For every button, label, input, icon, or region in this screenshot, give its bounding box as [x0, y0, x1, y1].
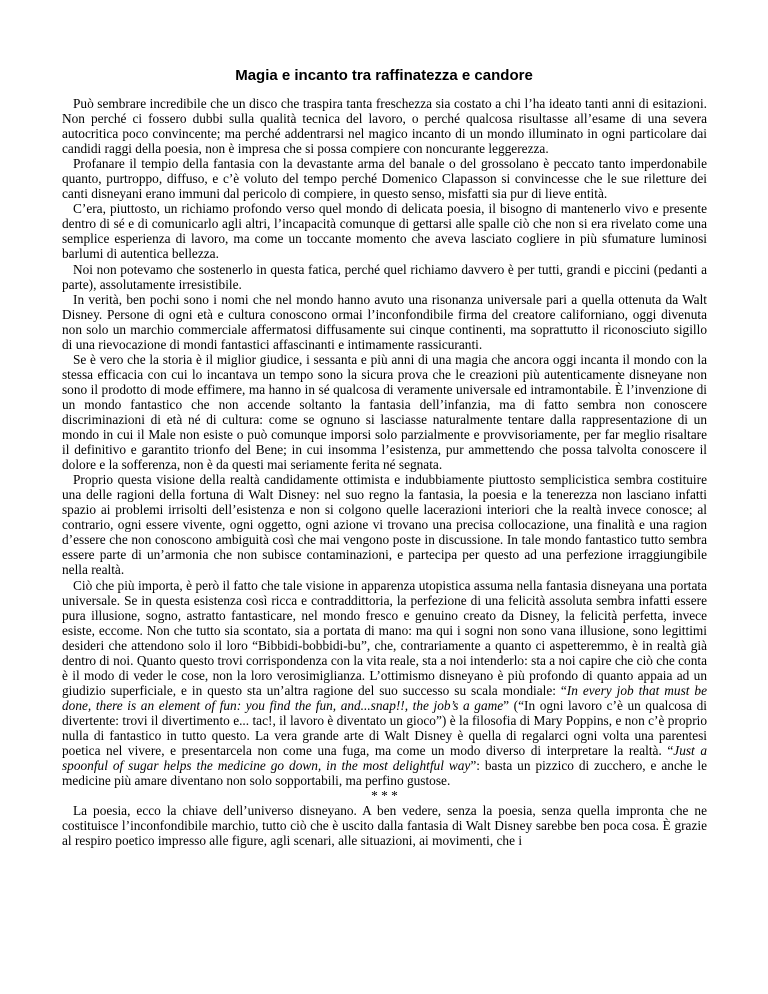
paragraph: C’era, piuttosto, un richiamo profondo verso quel mondo di delicata poesia, il bisogno di mantenerlo vivo e presente dentro di sé e di comunicarlo agli altri, l’incapacità comunque di gettarsi alle spalle ciò che non si era rivelato come una semplice esperienza di lavoro, ma come un toccante momento che aveva lasciato cogliere in più sfumature luminosi barlumi di autentica bellezza.: [62, 201, 707, 262]
section-separator: * * *: [371, 788, 398, 804]
paragraph: Profanare il tempio della fantasia con la devastante arma del banale o del grossolano è peccato tanto imperdonabile quanto, purtroppo, diffuso, e c’è voluto del tempo perché Domenico Clapasson si convincesse che le sue riletture dei canti disneyani erano immuni dal pericolo di compiere, in questo senso, misfatti sia pur di lieve entità.: [62, 156, 707, 202]
document-title: Magia e incanto tra raffinatezza e candore: [235, 67, 533, 84]
paragraph: In verità, ben pochi sono i nomi che nel mondo hanno avuto una risonanza universale pari a quella ottenuta da Walt Disney. Persone di ogni età e cultura conoscono ormai l’inconfondibile firma del creatore californiano, oggi divenuta non solo un marchio commerciale affermatosi diffusamente sui cinque continenti, ma soprattutto il riconosciuto sigillo di una rievocazione di mondi fantastici affascinanti e intimamente rassicuranti.: [62, 291, 707, 352]
paragraph: Può sembrare incredibile che un disco che traspira tanta freschezza sia costato a chi l’ha ideato tanti anni di esitazioni. Non perché ci fossero dubbi sulla qualità tecnica del lavoro, o perché qualcosa risultasse all’esame di una severa autocritica poco convincente; ma perché addentrarsi nel magico incanto di un mondo illuminato in ogni particolare dai candidi raggi della poesia, non è impresa che si possa compiere con noncurante leggerezza.: [62, 96, 707, 157]
paragraph: Se è vero che la storia è il miglior giudice, i sessanta e più anni di una magia che ancora oggi incanta il mondo con la stessa efficacia con cui lo incantava un tempo sono la sicura prova che le creazioni più autenticamente disneyane non sono il prodotto di mode effimere, ma hanno in sé qualcosa di veramente universale ed intramontabile. È l’invenzione di un mondo fantastico che non accende soltanto la fantasia dell’infanzia, ma di fatto sembra non conoscere discriminazioni di età né di cultura: come se ognuno si lasciasse naturalmente tentare dalla rappresentazione di un mondo in cui il Male non esiste o può comunque imporsi solo parzialmente e provvisoriamente, per far meglio risaltare il definitivo e garantito trionfo del Bene; in cui insomma l’esistenza, pur ammettendo che possa talvolta conoscere il dolore e la sofferenza, non è da questi mai seriamente ferita né segnata.: [62, 351, 707, 473]
paragraph-text: ”: basta un pizzico di zucchero, e anche le medicine più amare diventano non solo sopportabili, ma perfino gustose.: [62, 758, 707, 789]
paragraph-text: ” (“In ogni lavoro c’è un qualcosa di divertente: trovi il divertimento e... tac!, il lavoro è diventato un gioco”) è la filosofia di Mary Poppins, e non c’è proprio nulla di fantastico in tutto questo. La vera grande arte di Walt Disney è quella di regalarci ogni volta una parentesi poetica nel vivere, e presentarcela non come una fuga, ma come un modo diverso di interpretare la realtà. “: [62, 697, 707, 759]
english-quote: In every job that must be done, there is an element of fun: you find the fun, and...snap!!, the job’s a game: [62, 682, 707, 713]
english-quote: Just a spoonful of sugar helps the medicine go down, in the most delightful way: [62, 743, 707, 774]
document-body: [62, 96, 707, 848]
paragraph: La poesia, ecco la chiave dell’universo disneyano. A ben vedere, senza la poesia, senza quella impronta che ne costituisce l’inconfondibile marchio, tutto ciò che è uscito dalla fantasia di Walt Disney sarebbe ben poca cosa. È grazie al respiro poetico impresso alle figure, agli scenari, alle situazioni, ai movimenti, che i: [62, 803, 707, 849]
paragraph: Noi non potevamo che sostenerlo in questa fatica, perché quel richiamo davvero è per tutti, grandi e piccini (pedanti a parte), assolutamente irresistibile.: [62, 261, 707, 292]
paragraph-text: Ciò che più importa, è però il fatto che tale visione in apparenza utopistica assuma nella fantasia disneyana una portata universale. Se in questa esistenza così ricca e contraddittoria, la perfezione di una felicità assoluta sembra infatti essere pura illusione, sogno, astratto fantasticare, nel mondo fresco e genuino creato da Disney, la felicità perfetta, invece esiste, eccome. Non che tutto sia scontato, sia a portata di mano: ma qui i sogni non sono vana illusione, sono legittimi desideri che attendono solo il loro “Bibbidi-bobbidi-bu”, che, contrariamente a quanto ci aspetteremmo, è in realtà già dentro di noi. Quanto questo trovi corrispondenza con la vita reale, sta a noi intenderlo: sta a noi capire che ciò che conta è il modo di veder le cose, non la loro verosimiglianza. L’ottimismo disneyano è più profondo di quanto appaia ad un giudizio superficiale, e in questo sta un’altra ragione del suo successo su scala mondiale: “: [62, 577, 707, 698]
paragraph: Proprio questa visione della realtà candidamente ottimista e indubbiamente piuttosto semplicistica sembra costituire una delle ragioni della fortuna di Walt Disney: nel suo regno la fantasia, la poesia e la tenerezza non lasciano infatti spazio ai problemi irrisolti dell’esistenza e non si colgono quelle lacerazioni interiori che la realtà invece conosce; al contrario, ogni essere vivente, ogni oggetto, ogni azione vi trovano una precisa collocazione, una finalità e una ragion d’essere che non conoscono ambiguità così che mai vengono poste in discussione. In tale mondo fantastico tutto sembra essere parte di un’armonia che non subisce contaminazioni, e partecipa per questo ad una perfezione irraggiungibile nella realtà.: [62, 472, 707, 578]
paragraph-mary-poppins: [62, 578, 707, 789]
